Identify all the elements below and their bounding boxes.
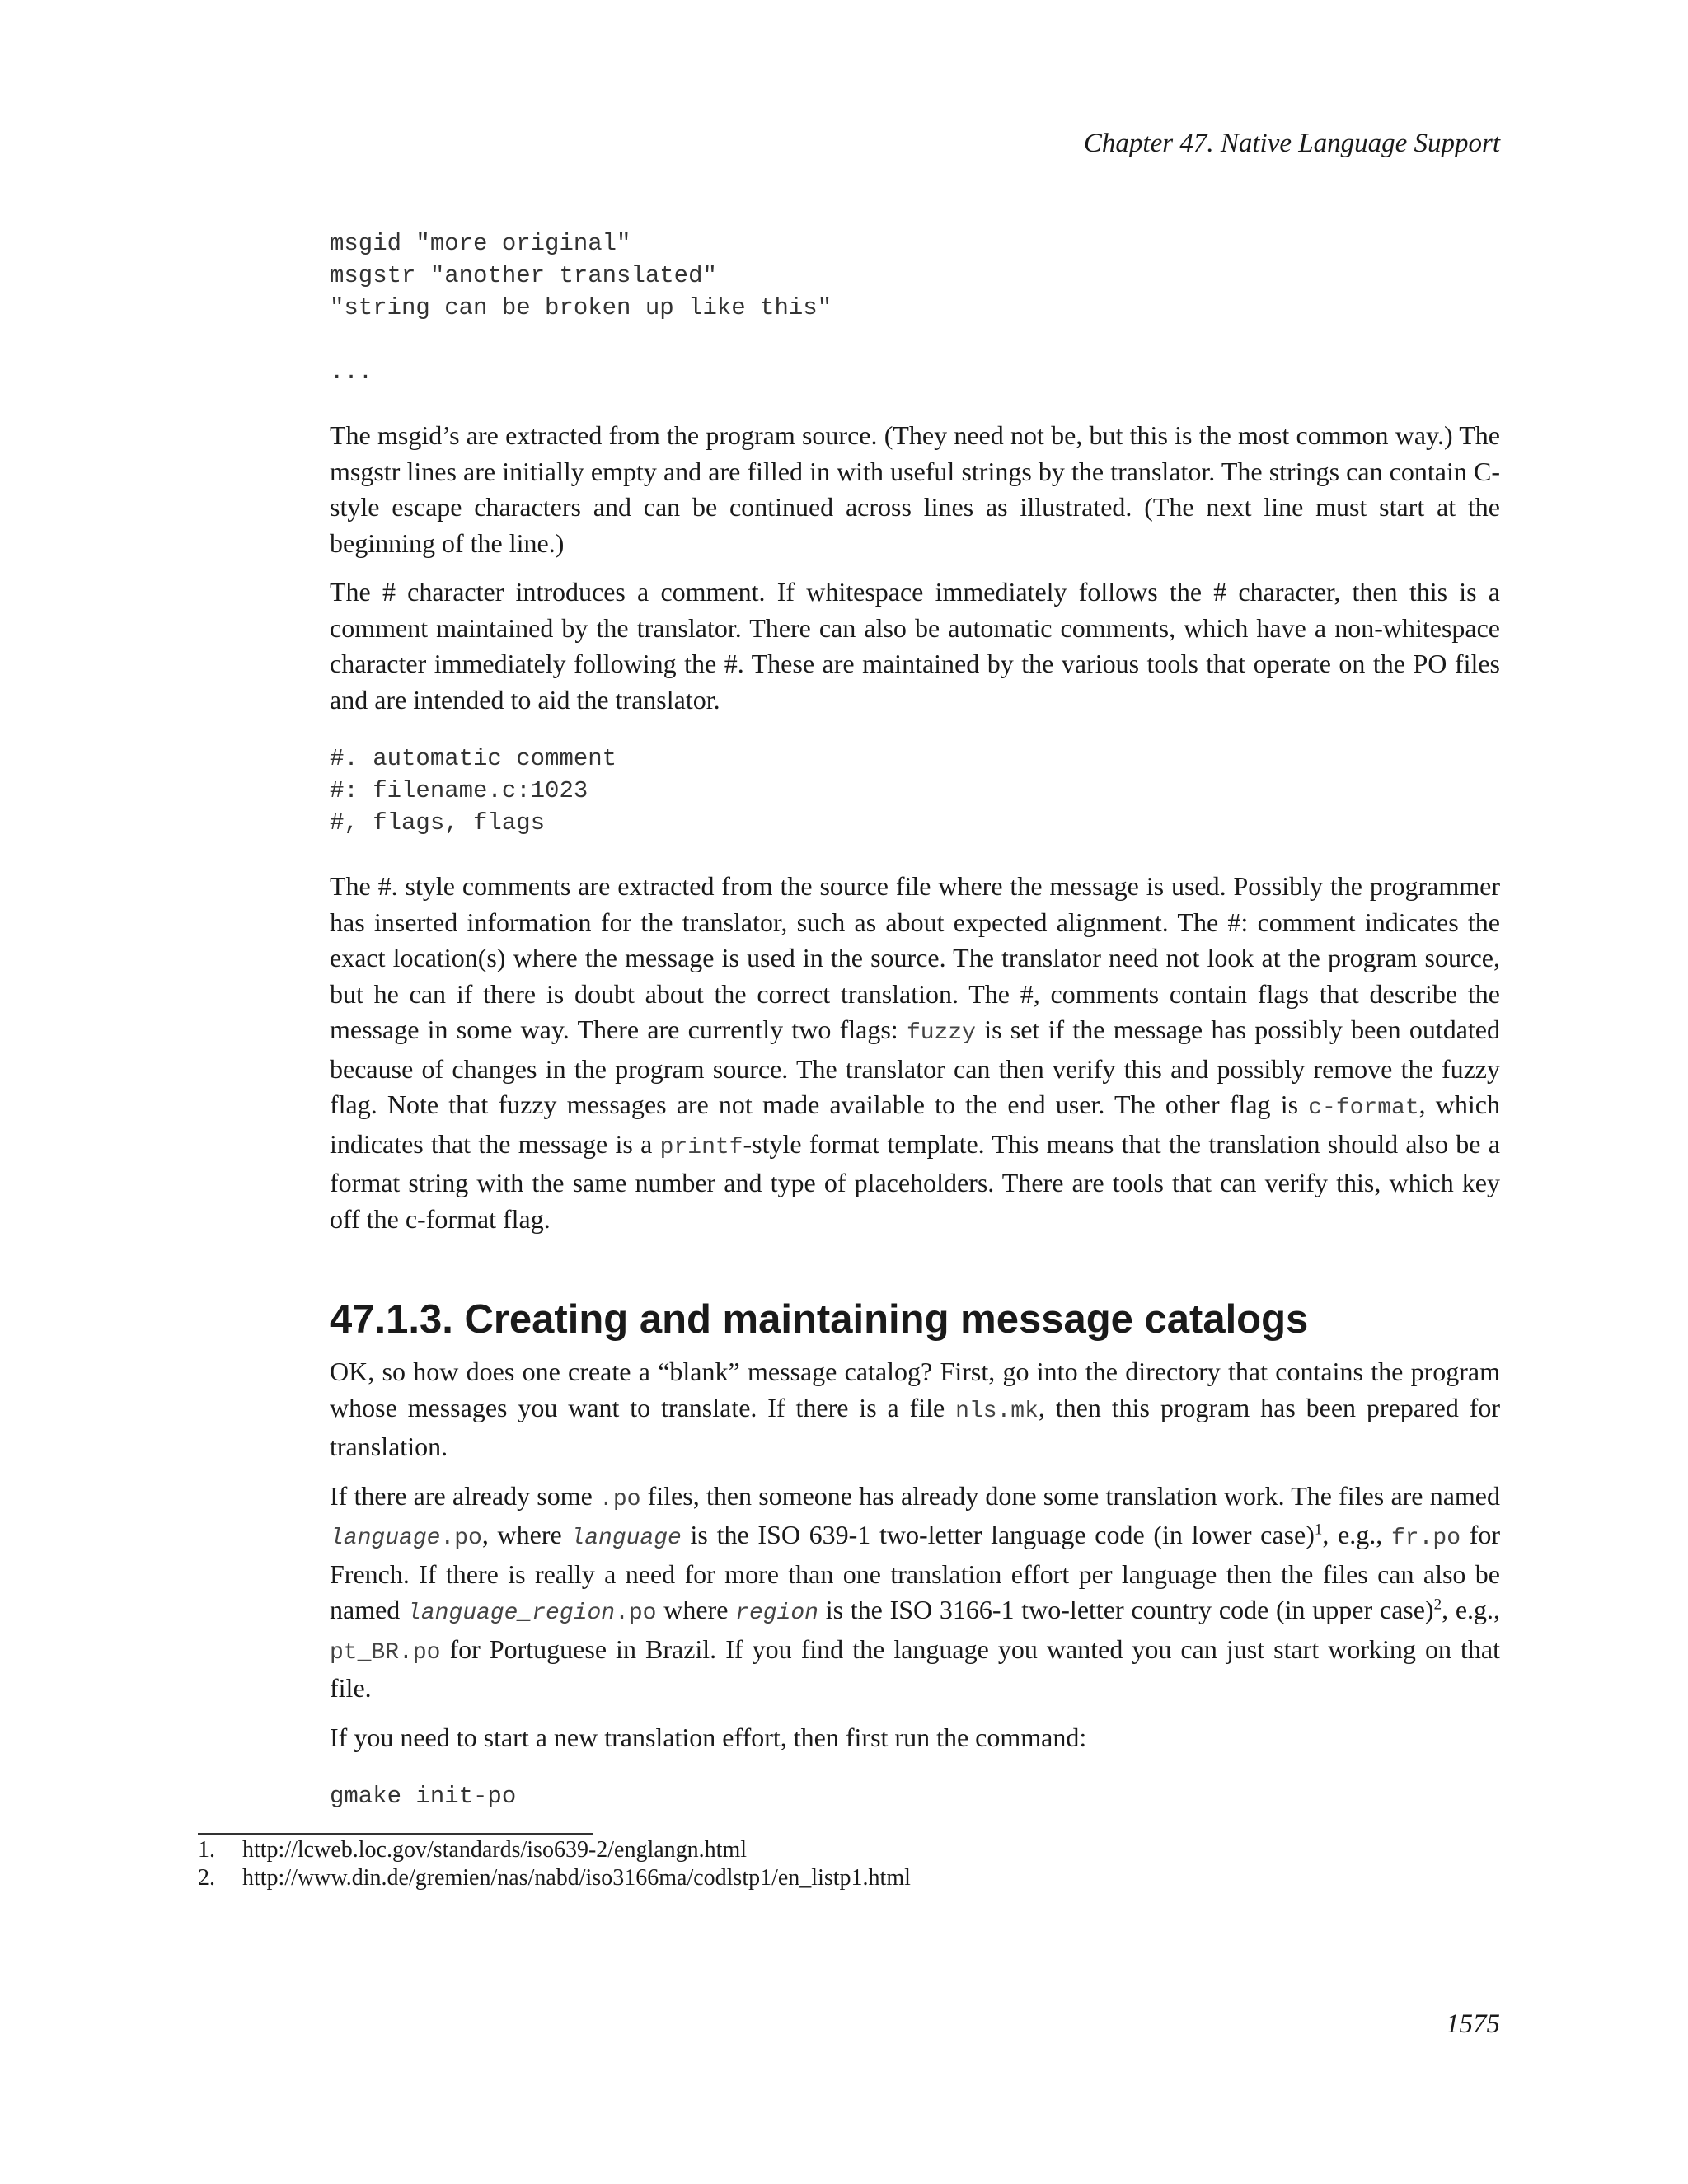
text-run: is set if the message has possibly been outdated because of changes in the program source. The translator can then verify this and possibly remove the fuzzy flag. Note that fuzzy messages are not made available to the end user. The other flag is: [330, 1015, 1500, 1119]
inline-code-c-format: c-format: [1308, 1095, 1419, 1121]
text-run: for Portuguese in Brazil. If you find the language you wanted you can just start working on that file.: [330, 1633, 1500, 1703]
text-run: -style format template. This means that the translation should also be a format string with the same number and type of placeholders. There are tools that can verify this, which key off the c-format flag.: [330, 1128, 1501, 1234]
text-run: , then this program has been prepared for translation.: [330, 1392, 1501, 1461]
text-run: , which indicates that the message is a: [330, 1090, 1501, 1159]
footnote-link[interactable]: http://lcweb.loc.gov/standards/iso639-2/englangn.html: [242, 1837, 748, 1863]
paragraph-comment-flags: [330, 869, 1500, 1237]
code-block-gmake: gmake init-po: [330, 1783, 517, 1810]
footnote-number: 1.: [198, 1837, 215, 1863]
text-run: where: [656, 1595, 736, 1624]
inline-code-nls-mk: nls.mk: [955, 1398, 1039, 1424]
footnote-1: [198, 1836, 911, 1864]
paragraph-new-translation: If you need to start a new translation effort, then first run the command:: [330, 1722, 1087, 1752]
section-heading: 47.1.3. Creating and maintaining message catalogs: [330, 1297, 1309, 1342]
text-run: for French. If there is really a need for more than one translation effort per language then the files can also be named: [330, 1520, 1501, 1624]
inline-code-po-ext: .po: [440, 1526, 482, 1551]
footnote-2: [198, 1864, 911, 1892]
text-run: OK, so how does one create a “blank” message catalog? First, go into the directory that contains the program whose messages you want to translate. If there is a file: [330, 1357, 1500, 1422]
footnote-divider: [198, 1833, 593, 1835]
paragraph-comments-explanation: The # character introduces a comment. If whitespace immediately follows the # character, then this is a comment maintained by the translator. There can also be automatic comments, which have a non-whitespace character immediately following the #. These are maintained by the various tools that operate on the PO files and are intended to aid the translator.: [330, 577, 1500, 715]
code-block-msgid-example: msgid "more original" msgstr "another translated" "string can be broken up like this" ...: [330, 230, 832, 386]
inline-code-pt-br-po: pt_BR.po: [330, 1639, 441, 1666]
running-header: Chapter 47. Native Language Support: [1083, 129, 1500, 158]
inline-code-fr-po: fr.po: [1391, 1526, 1461, 1551]
inline-code-region-italic: region: [735, 1601, 818, 1626]
text-run: If there are already some: [330, 1480, 600, 1511]
inline-code-language-region-italic: language_region: [407, 1601, 616, 1626]
text-run: is the ISO 3166-1 two-letter country code (in upper case): [818, 1595, 1434, 1624]
inline-code-language-italic: language: [330, 1526, 441, 1551]
footnote-ref-2[interactable]: 2: [1433, 1596, 1442, 1614]
footnote-ref-1[interactable]: 1: [1314, 1521, 1323, 1539]
main-content: [330, 227, 1500, 1812]
paragraph-po-files: [330, 1479, 1500, 1707]
paragraph-msgid-explanation: The msgid’s are extracted from the program source. (They need not be, but this is the most common way.) The msgstr lines are initially empty and are filled in with useful strings by the translator. The strings can contain C-style escape characters and can be continued across lines as illustrated. (The next line must start at the beginning of the line.): [330, 420, 1500, 558]
text-run: is the ISO 639-1 two-letter language code (in lower case): [681, 1520, 1315, 1549]
text-run: , where: [481, 1520, 571, 1549]
inline-code-fuzzy: fuzzy: [906, 1020, 976, 1046]
text-run: files, then someone has already done some translation work. The files are named: [640, 1480, 1501, 1511]
text-run: , e.g.,: [1322, 1520, 1391, 1549]
inline-code-po-ext: .po: [615, 1601, 657, 1626]
paragraph-blank-catalog: [330, 1354, 1500, 1465]
text-run: , e.g.,: [1442, 1595, 1501, 1624]
inline-code-language-italic: language: [570, 1526, 682, 1551]
code-block-comment-examples: #. automatic comment #: filename.c:1023 #, flags, flags: [330, 745, 617, 837]
footnote-number: 2.: [198, 1865, 215, 1891]
footnote-link[interactable]: http://www.din.de/gremien/nas/nabd/iso3166ma/codlstp1/en_listp1.html: [242, 1865, 911, 1891]
inline-code-printf: printf: [659, 1134, 743, 1160]
page-number: 1575: [1446, 2009, 1500, 2039]
inline-code-po: .po: [599, 1486, 641, 1512]
footnotes: [198, 1836, 911, 1892]
text-run: The #. style comments are extracted from the source file where the message is used. Possibly the programmer has inserted information for the translator, such as about expected alignment. The #: comment indicates the exact location(s) where the message is used in the source. The translator need not look at the program source, but he can if there is doubt about the correct translation. The #, comments contain flags that describe the message in some way. There are currently two flags:: [330, 871, 1500, 1044]
